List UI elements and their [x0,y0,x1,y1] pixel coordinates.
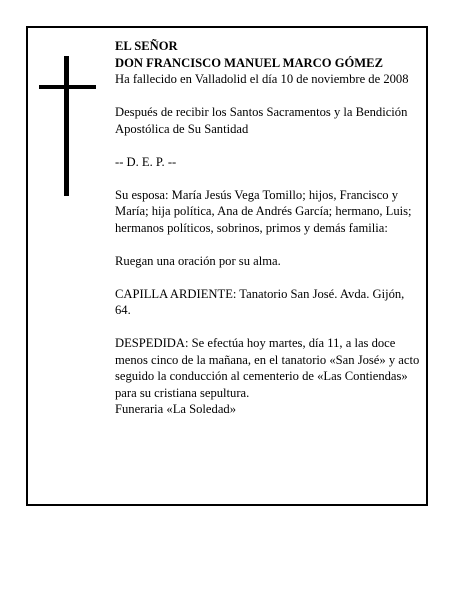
notice-title-name: DON FRANCISCO MANUEL MARCO GÓMEZ [115,55,383,70]
notice-title-line1: EL SEÑOR [115,39,178,53]
farewell-text: DESPEDIDA: Se efectúa hoy martes, día 11, a las doce menos cinco de la mañana, en el tanatorio «San José» y acto seguido la conducción al cementerio de «Las Contiendas» para su cristiana sepultura. [115,336,420,400]
chapel-text: CAPILLA ARDIENTE: Tanatorio San José. Avda. Gijón, 64. [115,286,405,317]
death-info: Ha fallecido en Valladolid el día 10 de noviembre de 2008 [115,72,409,86]
cross-icon-bar [39,85,96,89]
obituary-text [115,38,420,418]
prayer-text: Ruegan una oración por su alma. [115,253,281,268]
cross-icon [64,56,69,196]
funeral-home-text: Funeraria «La Soledad» [115,402,236,416]
sacraments-text: Después de recibir los Santos Sacramentos y la Bendición Apostólica de Su Santidad [115,105,408,136]
rip-text: -- D. E. P. -- [115,154,177,169]
family-text: Su esposa: María Jesús Vega Tomillo; hijos, Francisco y María; hija política, Ana de Andrés García; hermano, Luis; hermanos políticos, sobrinos, primos y demás familia: [115,187,412,235]
